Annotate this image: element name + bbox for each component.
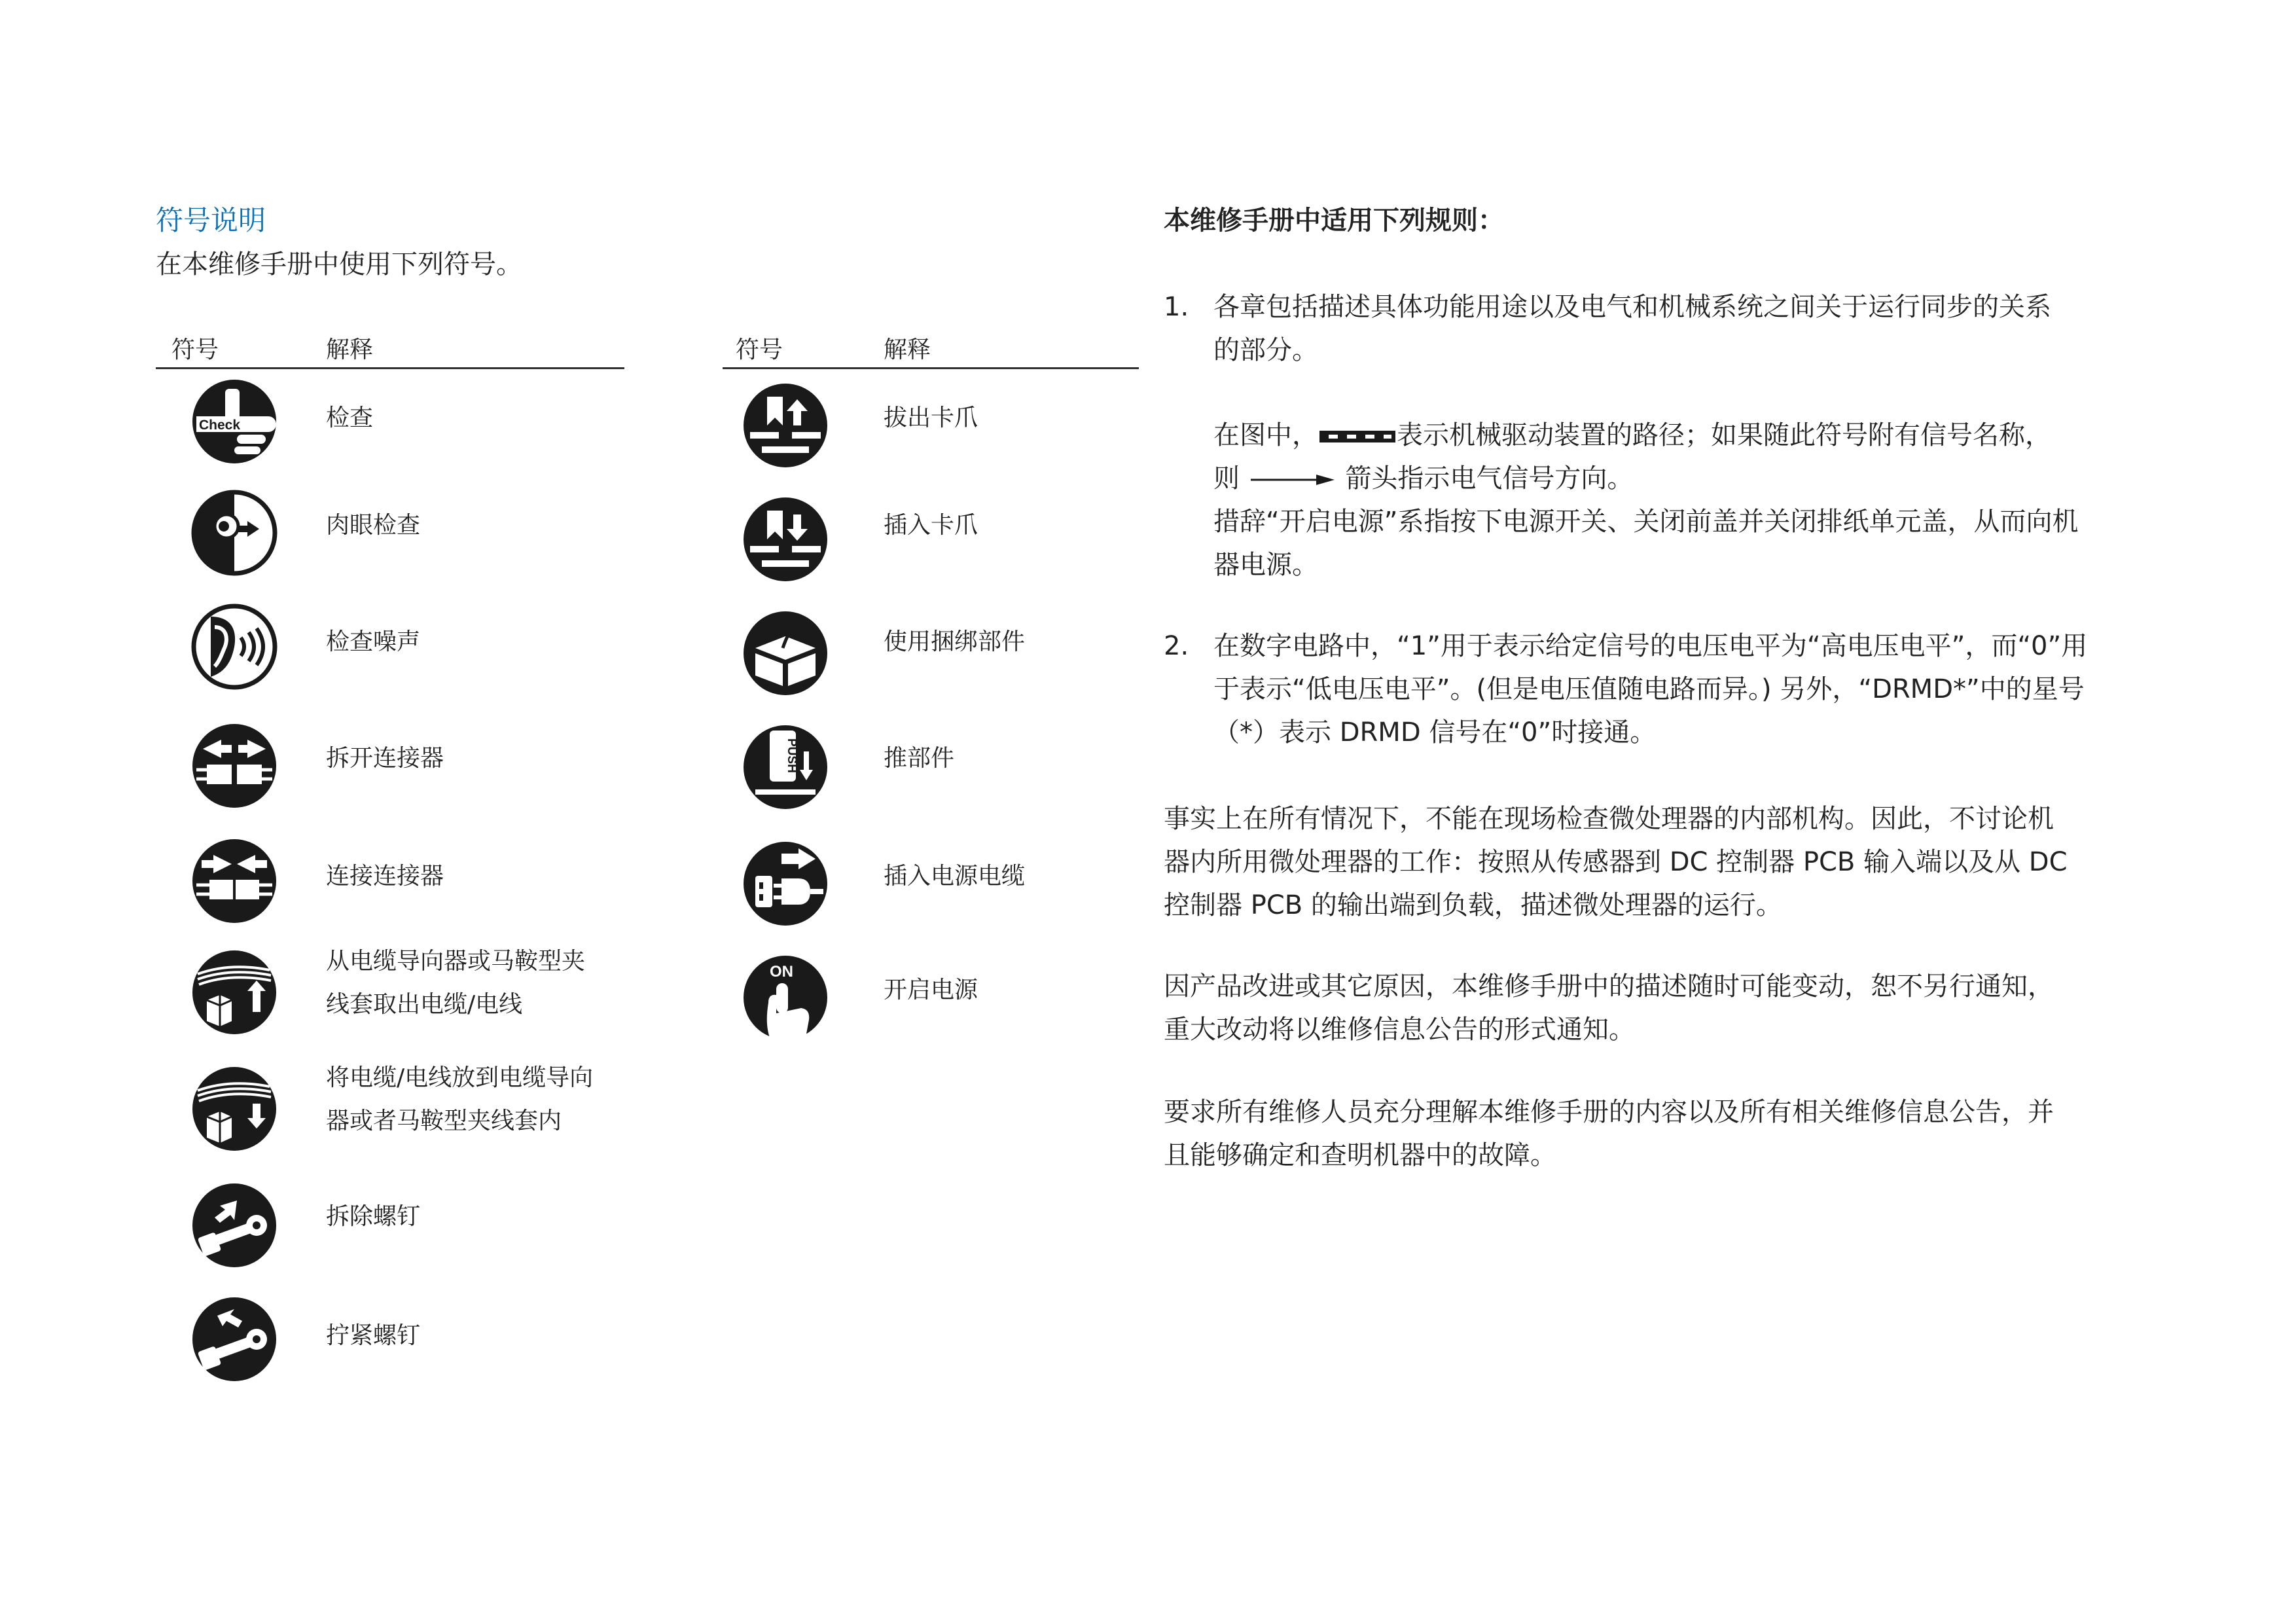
pull-claw-icon (742, 382, 829, 469)
col2-symbol-header: 符号 (736, 336, 783, 363)
symbol-text: 拧紧螺钉 (326, 1322, 421, 1349)
note-text: 则 (1213, 463, 1240, 494)
remove-screw-icon (191, 1182, 278, 1269)
section-title: 符号说明 (156, 204, 266, 236)
rules-heading: 本维修手册中适用下列规则： (1164, 206, 1504, 236)
place-cable-icon (191, 1066, 278, 1152)
symbol-text: 开启电源 (884, 977, 978, 1003)
symbol-text: 拔出卡爪 (884, 405, 978, 431)
paragraph-microprocessor (1164, 797, 2145, 927)
paragraph-line: 且能够确定和查明机器中的故障。 (1164, 1140, 1556, 1170)
paragraph-line: 事实上在所有情况下，不能在现场检查微处理器的内部机构。因此，不讨论机 (1164, 804, 2054, 834)
symbol-text-line1: 从电缆导向器或马鞍型夹 (326, 948, 586, 975)
paragraph-line: 控制器 PCB 的输出端到负载，描述微处理器的运行。 (1164, 890, 1782, 920)
symbol-text-line2: 器或者马鞍型夹线套内 (326, 1108, 562, 1134)
symbol-text: 插入卡爪 (884, 512, 978, 539)
signal-arrow-icon (1248, 473, 1337, 486)
eye-icon (191, 490, 278, 576)
tighten-screw-icon (191, 1296, 278, 1382)
power-on-icon (742, 954, 829, 1041)
paragraph-line: 要求所有维修人员充分理解本维修手册的内容以及所有相关维修信息公告，并 (1164, 1097, 2054, 1127)
symbol-text: 连接连接器 (326, 863, 444, 890)
disconnect-connector-icon (191, 723, 278, 809)
check-icon (191, 378, 278, 465)
rule-number: 2. (1164, 631, 1189, 661)
rule-text-line: 各章包括描述具体功能用途以及电气和机械系统之间关于运行同步的关系 (1213, 292, 2051, 322)
symbol-text: 使用捆绑部件 (884, 628, 1026, 655)
symbol-text: 检查噪声 (326, 628, 421, 655)
paragraph-requirements (1164, 1091, 2145, 1177)
col2-explain-header: 解释 (884, 336, 931, 363)
symbol-text: 推部件 (884, 745, 955, 772)
col1-symbol-header: 符号 (171, 336, 219, 363)
symbol-text-line2: 线套取出电缆/电线 (326, 991, 523, 1018)
rule-text-line: 的部分。 (1213, 335, 1318, 365)
bundle-part-icon (742, 610, 829, 696)
figure-note-line4: 器电源。 (1213, 550, 1318, 580)
svg-text:Check: Check (199, 418, 241, 433)
intro-text: 在本维修手册中使用下列符号。 (156, 249, 522, 280)
col1-explain-header: 解释 (326, 336, 374, 363)
ear-noise-icon (191, 604, 278, 690)
symbol-text: 插入电源电缆 (884, 863, 1026, 890)
plug-power-icon (742, 840, 829, 927)
push-part-icon (742, 724, 829, 810)
note-text: 在图中， (1213, 420, 1318, 450)
paragraph-line: 器内所用微处理器的工作：按照从传感器到 DC 控制器 PCB 输入端以及从 DC (1164, 847, 2068, 877)
symbol-text-line1: 将电缆/电线放到电缆导向 (326, 1064, 594, 1091)
note-text: 箭头指示电气信号方向。 (1345, 463, 1634, 494)
paragraph-line: 重大改动将以维修信息公告的形式通知。 (1164, 1015, 1635, 1045)
symbol-text: 拆开连接器 (326, 745, 444, 772)
rule-text-line: （*）表示 DRMD 信号在“0”时接通。 (1213, 717, 1657, 748)
col2-header-rule (723, 367, 1139, 369)
figure-note-line3: 措辞“开启电源”系指按下电源开关、关闭前盖并关闭排纸单元盖，从而向机 (1213, 507, 2079, 537)
rule-text-line: 在数字电路中，“1”用于表示给定信号的电压电平为“高电压电平”，而“0”用 (1213, 631, 2088, 661)
symbol-text: 检查 (326, 405, 374, 431)
symbol-text: 拆除螺钉 (326, 1203, 421, 1230)
figure-note-line2 (1213, 457, 1633, 500)
symbol-text: 肉眼检查 (326, 512, 421, 539)
note-text: 表示机械驱动装置的路径；如果随此符号附有信号名称， (1397, 420, 2051, 450)
rule-number: 1. (1164, 292, 1189, 322)
remove-cable-icon (191, 949, 278, 1036)
rule-text-line: 于表示“低电压电平”。(但是电压值随电路而异。) 另外，“DRMD*”中的星号 (1213, 674, 2085, 704)
insert-claw-icon (742, 496, 829, 583)
col1-header-rule (156, 367, 624, 369)
connect-connector-icon (191, 838, 278, 924)
figure-note-line1 (1213, 414, 2051, 457)
svg-text:ON: ON (770, 963, 793, 981)
svg-text:PUSH: PUSH (785, 738, 798, 773)
paragraph-changes (1164, 965, 2145, 1051)
paragraph-line: 因产品改进或其它原因，本维修手册中的描述随时可能变动，恕不另行通知， (1164, 971, 2054, 1001)
mechanical-path-icon (1318, 428, 1397, 445)
